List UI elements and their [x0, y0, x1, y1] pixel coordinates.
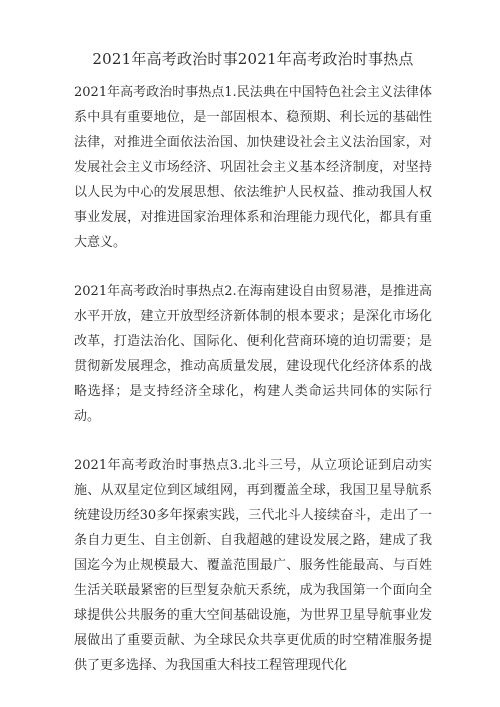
paragraph-hotspot-2: 2021年高考政治时事热点2.在海南建设自由贸易港，是推进高水平开放，建立开放型经济新体制的根本要求；是深化市场化改革，打造法治化、国际化、便利化营商环境的迫切需要；是贯彻新发展理念，推动高质量发展，建设现代化经济体系的战略选择；是支持经济全球化，构建人类命运共同体的实际行动。 — [74, 284, 432, 424]
paragraph-hotspot-1: 2021年高考政治时事热点1.民法典在中国特色社会主义法律体系中具有重要地位，是一部固根本、稳预期、利长远的基础性法律，对推进全面依法治国、加快建设社会主义法治国家，对发展社会主义市场经济、巩固社会主义基本经济制度，对坚持以人民为中心的发展思想、依法维护人民权益、推动我国人权事业发展，对推进国家治理体系和治理能力现代化，都具有重大意义。 — [74, 85, 432, 250]
document-title: 2021年高考政治时事2021年高考政治时事热点 — [92, 50, 414, 68]
paragraph-hotspot-3: 2021年高考政治时事热点3.北斗三号，从立项论证到启动实施、从双星定位到区域组网，再到覆盖全球，我国卫星导航系统建设历经30多年探索实践，三代北斗人接续奋斗，走出了一条自力更生、自主创新、自我超越的建设发展之路，建成了我国迄今为止规模最大、覆盖范围最广、服务性能最高、与百姓生活关联最紧密的巨型复杂航天系统，成为我国第一个面向全球提供公共服务的重大空间基础设施，为世界卫星导航事业发展做出了重要贡献、为全球民众共享更优质的时空精准服务提供了更多选择、为我国重大科技工程管理现代化 — [74, 458, 432, 673]
